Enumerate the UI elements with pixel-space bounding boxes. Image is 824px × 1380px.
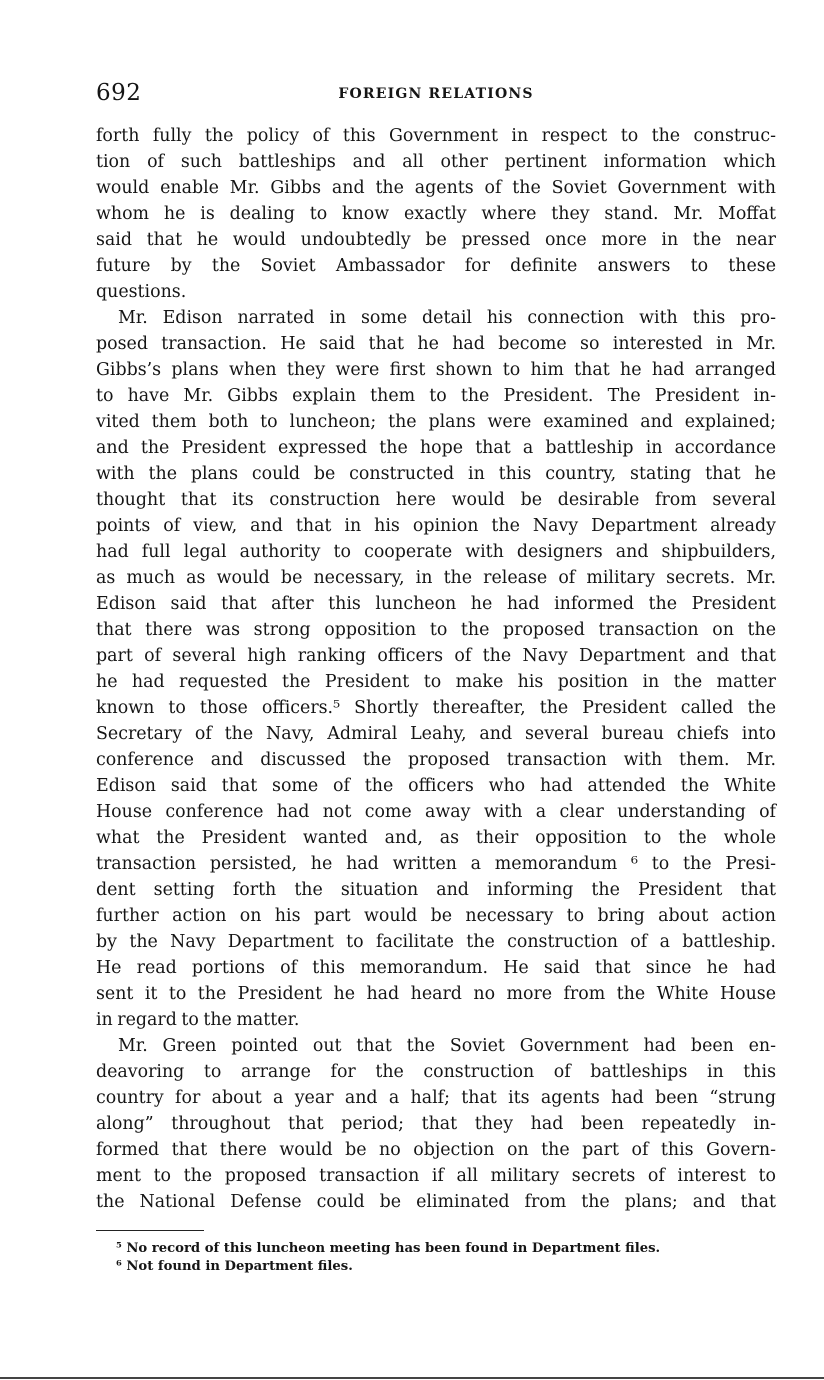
- text-line: dent setting forth the situation and informing the President that: [96, 880, 776, 900]
- text-line: country for about a year and a half; that its agents had been “strung: [96, 1088, 776, 1108]
- text-line: would enable Mr. Gibbs and the agents of the Soviet Government with: [96, 178, 776, 198]
- text-line: ment to the proposed transaction if all military secrets of interest to: [96, 1166, 776, 1186]
- text-line: Mr. Edison narrated in some detail his connection with this pro-: [118, 308, 776, 328]
- text-line: transaction persisted, he had written a memorandum ⁶ to the Presi-: [96, 854, 776, 874]
- text-line: forth fully the policy of this Government in respect to the construc-: [96, 126, 776, 146]
- text-line: whom he is dealing to know exactly where they stand. Mr. Moffat: [96, 204, 776, 224]
- footnote-rule: [96, 1230, 204, 1231]
- text-line: deavoring to arrange for the construction of battleships in this: [96, 1062, 776, 1082]
- footnotes: [116, 1240, 776, 1276]
- text-line: posed transaction. He said that he had become so interested in Mr.: [96, 334, 776, 354]
- text-line: Edison said that some of the officers who had attended the White: [96, 776, 776, 796]
- text-line: had full legal authority to cooperate with designers and shipbuilders,: [96, 542, 776, 562]
- text-line: he had requested the President to make his position in the matter: [96, 672, 776, 692]
- text-line: further action on his part would be necessary to bring about action: [96, 906, 776, 926]
- text-line: what the President wanted and, as their opposition to the whole: [96, 828, 776, 848]
- text-line: tion of such battleships and all other pertinent information which: [96, 152, 776, 172]
- text-line: and the President expressed the hope that a battleship in accordance: [96, 438, 776, 458]
- footnote: ⁶ Not found in Department files.: [116, 1259, 353, 1274]
- footnote: ⁵ No record of this luncheon meeting has been found in Department files.: [116, 1241, 661, 1256]
- text-line: vited them both to luncheon; the plans were examined and explained;: [96, 412, 776, 432]
- text-line: questions.: [96, 282, 187, 302]
- page-number: 692: [96, 80, 142, 106]
- text-line: known to those officers.⁵ Shortly thereafter, the President called the: [96, 698, 776, 718]
- text-line: Mr. Green pointed out that the Soviet Government had been en-: [118, 1036, 776, 1056]
- text-line: that there was strong opposition to the proposed transaction on the: [96, 620, 776, 640]
- text-line: Edison said that after this luncheon he had informed the President: [96, 594, 776, 614]
- text-line: by the Navy Department to facilitate the construction of a battleship.: [96, 932, 776, 952]
- text-line: the National Defense could be eliminated from the plans; and that: [96, 1192, 776, 1212]
- text-line: along” throughout that period; that they had been repeatedly in-: [96, 1114, 776, 1134]
- text-line: as much as would be necessary, in the release of military secrets. Mr.: [96, 568, 776, 588]
- text-line: part of several high ranking officers of the Navy Department and that: [96, 646, 776, 666]
- body-text: [96, 123, 776, 1215]
- text-line: formed that there would be no objection on the part of this Govern-: [96, 1140, 776, 1160]
- text-line: House conference had not come away with a clear understanding of: [96, 802, 776, 822]
- text-line: Secretary of the Navy, Admiral Leahy, and several bureau chiefs into: [96, 724, 776, 744]
- text-line: said that he would undoubtedly be pressed once more in the near: [96, 230, 776, 250]
- text-line: in regard to the matter.: [96, 1010, 300, 1030]
- text-line: to have Mr. Gibbs explain them to the President. The President in-: [96, 386, 776, 406]
- text-line: with the plans could be constructed in this country, stating that he: [96, 464, 776, 484]
- text-line: thought that its construction here would be desirable from several: [96, 490, 776, 510]
- text-line: He read portions of this memorandum. He said that since he had: [96, 958, 776, 978]
- running-head: [96, 80, 776, 114]
- running-title: FOREIGN RELATIONS: [338, 86, 534, 102]
- text-line: conference and discussed the proposed transaction with them. Mr.: [96, 750, 776, 770]
- text-line: future by the Soviet Ambassador for definite answers to these: [96, 256, 776, 276]
- text-line: Gibbs’s plans when they were first shown to him that he had arranged: [96, 360, 776, 380]
- text-line: sent it to the President he had heard no more from the White House: [96, 984, 776, 1004]
- text-line: points of view, and that in his opinion the Navy Department already: [96, 516, 776, 536]
- page-bottom-edge: [0, 1377, 824, 1379]
